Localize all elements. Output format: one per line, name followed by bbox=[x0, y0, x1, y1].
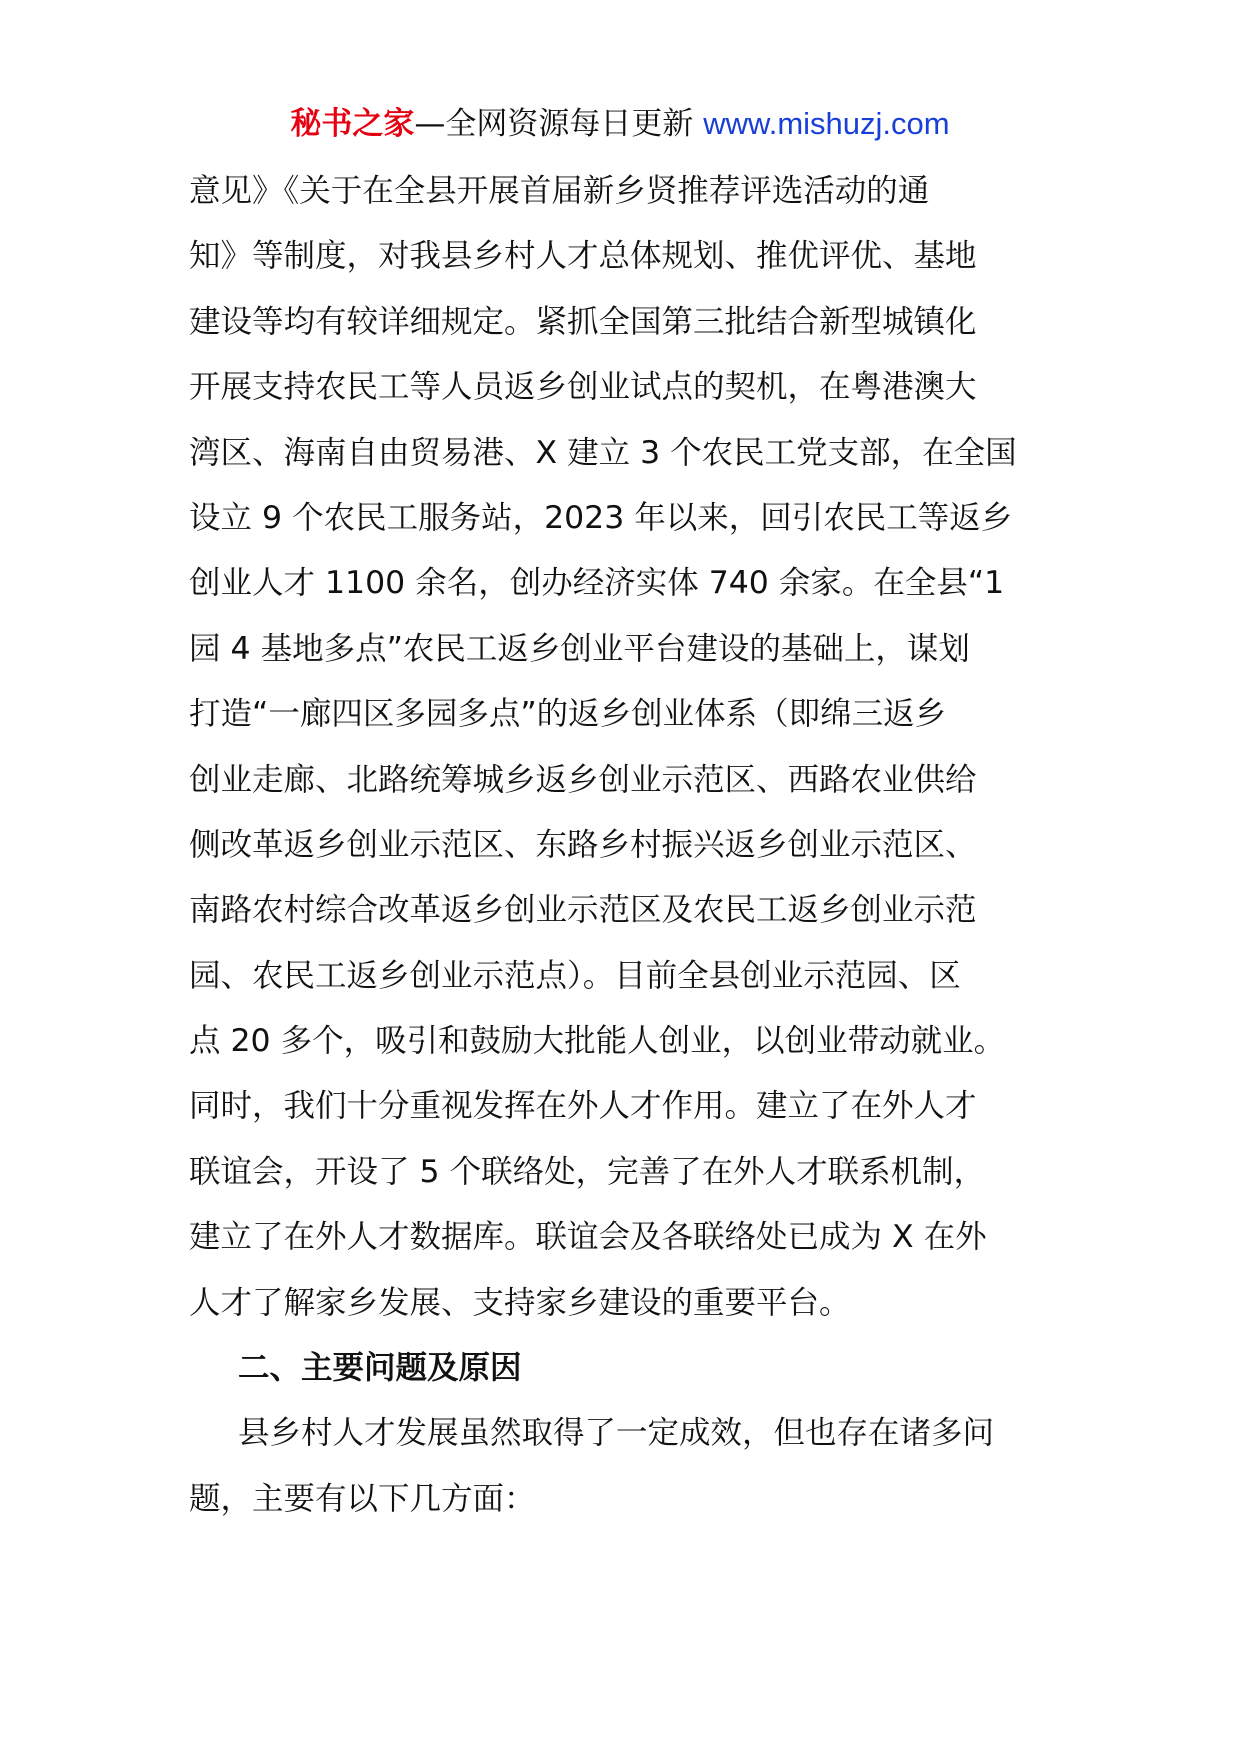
paragraph-line: 县乡村人才发展虽然取得了一定成效，但也存在诸多问 bbox=[238, 1415, 995, 1452]
site-url-link[interactable]: www.mishuzj.com bbox=[703, 106, 950, 141]
section-heading: 二、主要问题及原因 bbox=[238, 1350, 522, 1387]
document-body bbox=[189, 159, 1059, 1532]
paragraph-line: 建设等均有较详细规定。紧抓全国第三批结合新型城镇化 bbox=[189, 303, 977, 340]
paragraph-line: 点 20 多个，吸引和鼓励大批能人创业，以创业带动就业。 bbox=[189, 1023, 1006, 1060]
paragraph-line: 同时，我们十分重视发挥在外人才作用。建立了在外人才 bbox=[189, 1088, 977, 1125]
paragraph-line: 南路农村综合改革返乡创业示范区及农民工返乡创业示范 bbox=[189, 892, 977, 929]
paragraph-line: 联谊会，开设了 5 个联络处，完善了在外人才联系机制， bbox=[189, 1153, 986, 1190]
paragraph-line: 园、农民工返乡创业示范点）。目前全县创业示范园、区 bbox=[189, 957, 961, 994]
paragraph-line: 侧改革返乡创业示范区、东路乡村振兴返乡创业示范区、 bbox=[189, 826, 977, 863]
header-slogan: —全网资源每日更新 bbox=[414, 106, 704, 142]
paragraph-line: 建立了在外人才数据库。联谊会及各联络处已成为 X 在外 bbox=[189, 1219, 987, 1256]
paragraph-line: 湾区、海南自由贸易港、X 建立 3 个农民工党支部，在全国 bbox=[189, 434, 1017, 471]
paragraph-line: 知》等制度，对我县乡村人才总体规划、推优评优、基地 bbox=[189, 238, 977, 275]
paragraph-line: 人才了解家乡发展、支持家乡建设的重要平台。 bbox=[189, 1284, 851, 1321]
paragraph-line: 创业人才 1100 余名，创办经济实体 740 余家。在全县“1 bbox=[189, 565, 1005, 602]
paragraph-line: 设立 9 个农民工服务站，2023 年以来，回引农民工等返乡 bbox=[189, 499, 1013, 536]
paragraph-line: 意见》《关于在全县开展首届新乡贤推荐评选活动的通 bbox=[189, 173, 930, 209]
paragraph-line: 打造“一廊四区多园多点”的返乡创业体系（即绵三返乡 bbox=[189, 696, 947, 733]
paragraph-line: 题，主要有以下几方面： bbox=[189, 1480, 536, 1517]
paragraph-line: 创业走廊、北路统筹城乡返乡创业示范区、西路农业供给 bbox=[189, 761, 977, 798]
paragraph-line: 开展支持农民工等人员返乡创业试点的契机，在粤港澳大 bbox=[189, 369, 977, 406]
brand-name: 秘书之家 bbox=[290, 106, 415, 142]
site-header bbox=[0, 104, 1240, 144]
paragraph-line: 园 4 基地多点”农民工返乡创业平台建设的基础上，谋划 bbox=[189, 630, 970, 667]
